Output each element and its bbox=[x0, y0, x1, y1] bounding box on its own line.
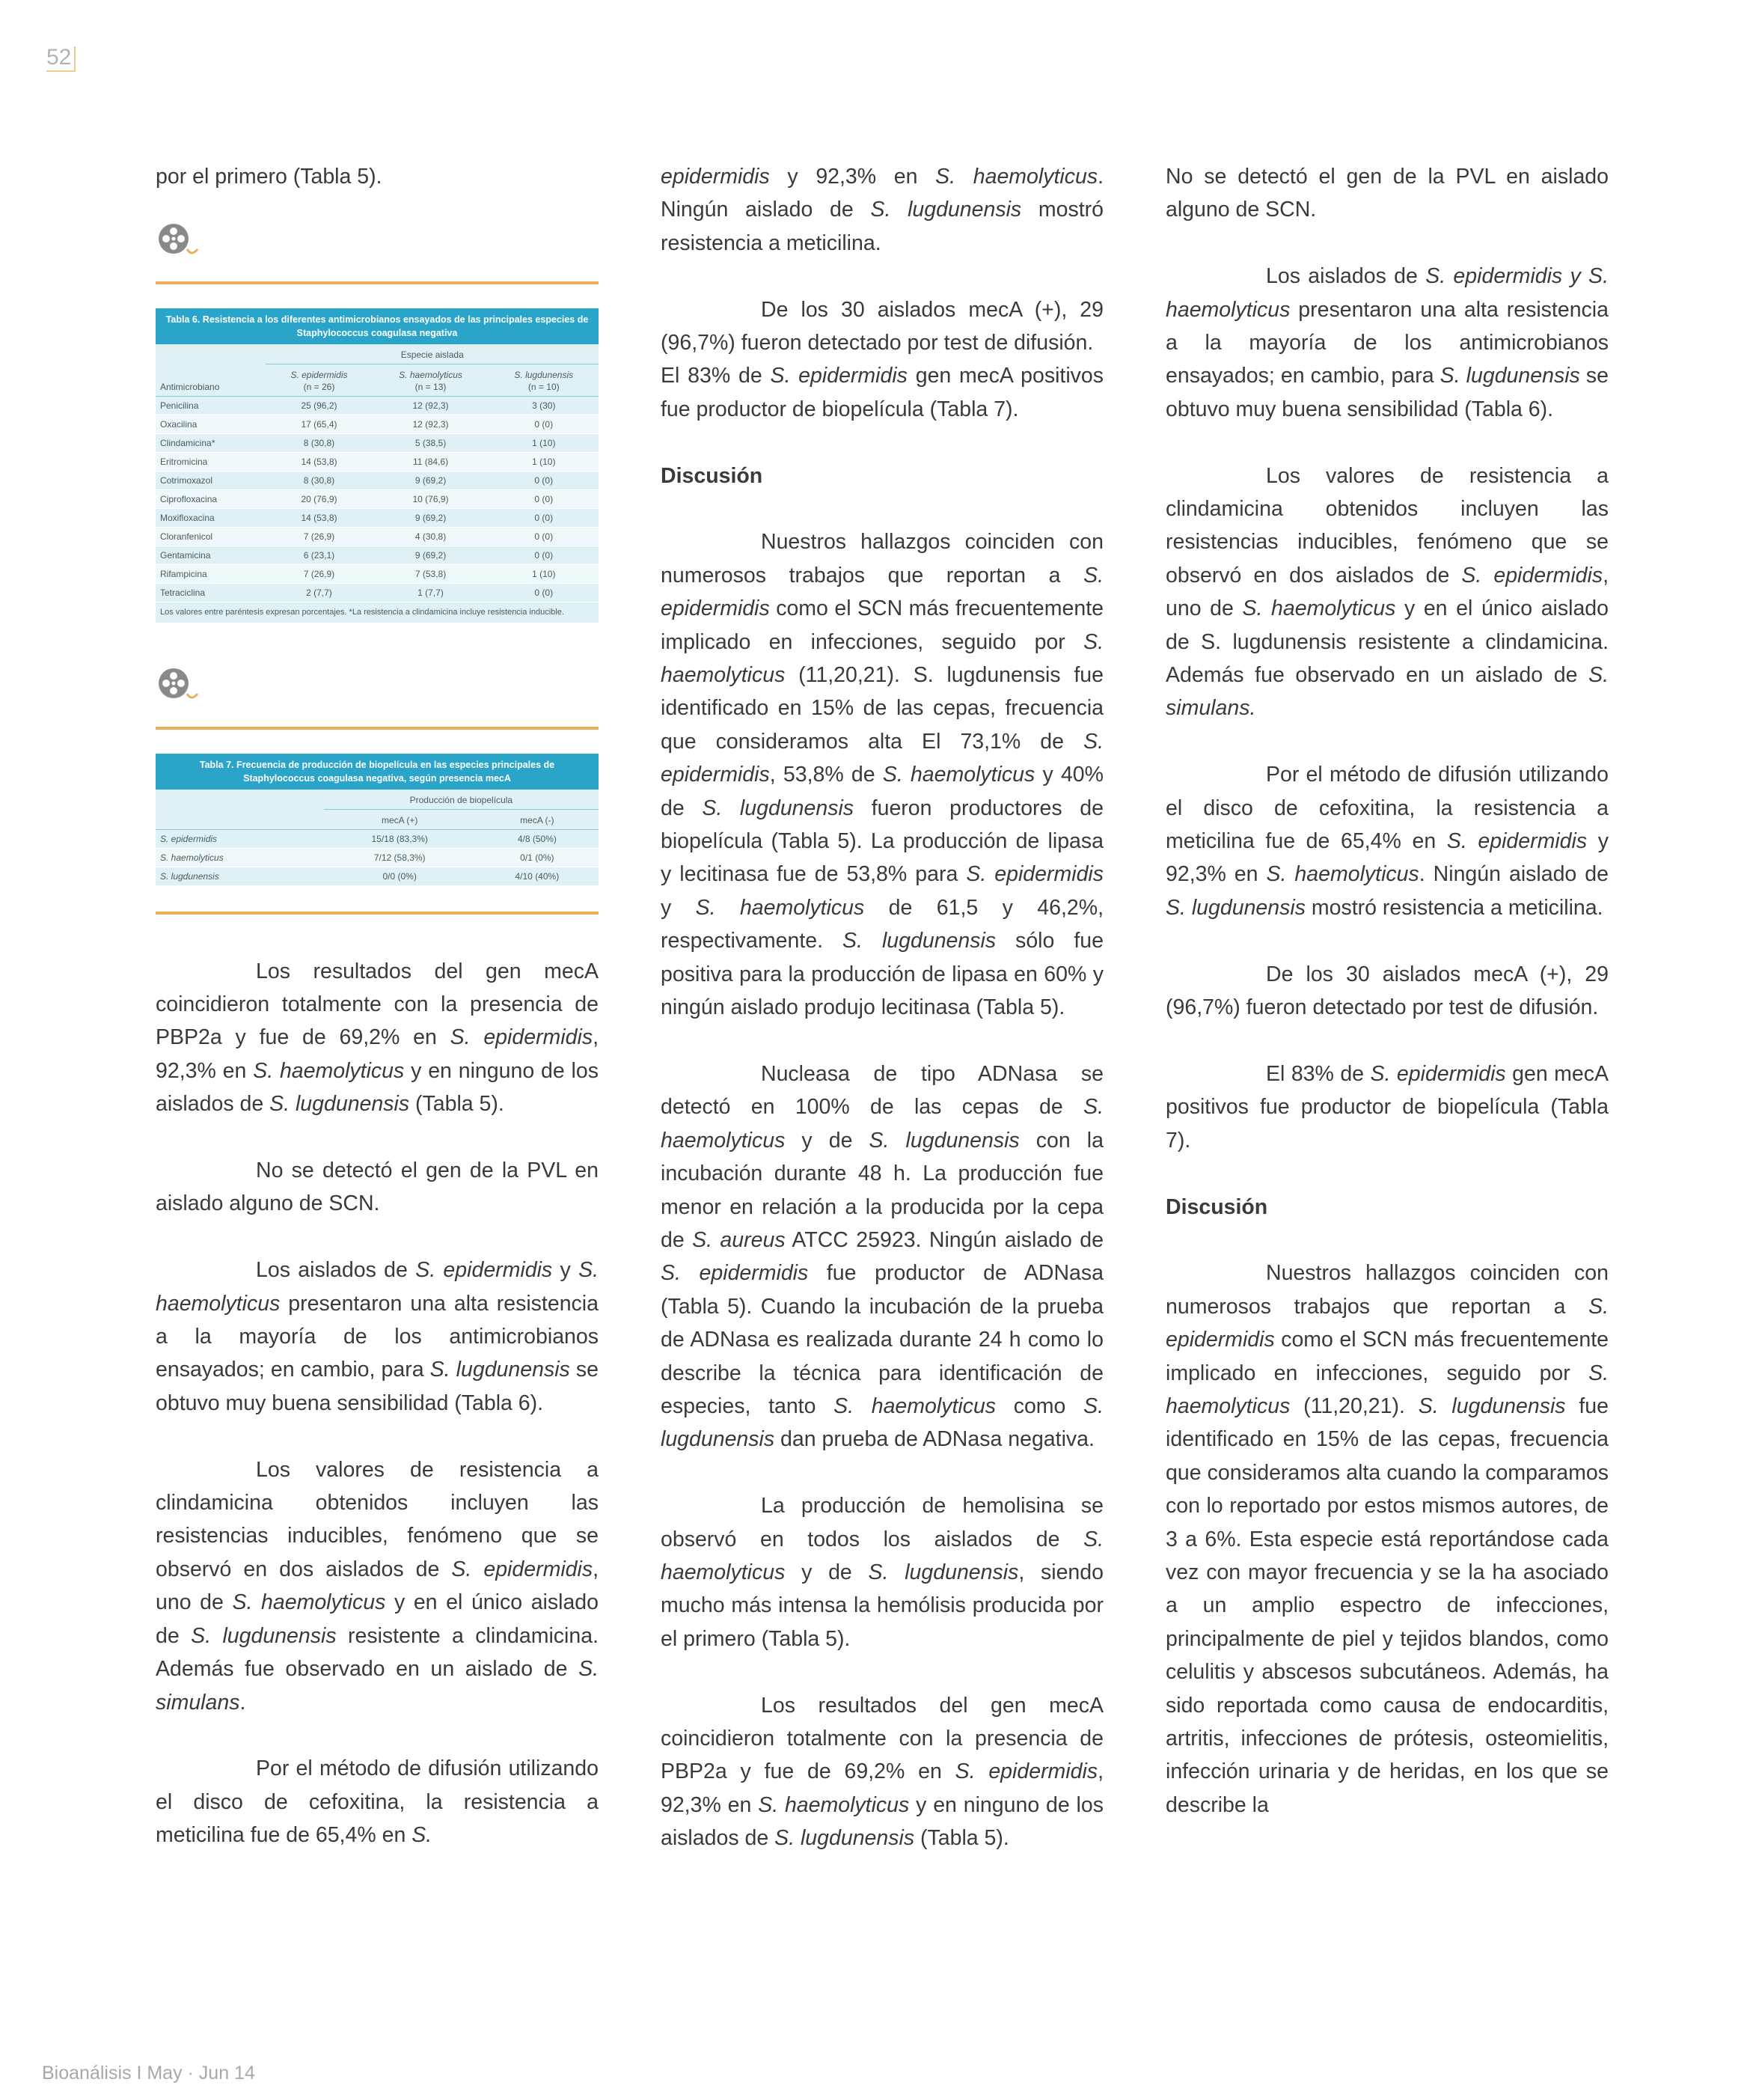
table-6 bbox=[156, 308, 599, 623]
film-reel-icon bbox=[156, 221, 215, 260]
column-header: mecA (-) bbox=[476, 809, 599, 829]
paragraph: Nucleasa de tipo ADNasa se detectó en 100% de las cepas de S. haemolyticus y de S. lugdunensis con la incubación durante 48 h. La producción fue menor en relación a la producida por la cepa de S. aureus ATCC 25923. Ningún aislado de S. epidermidis fue productor de ADNasa (Tabla 5). Cuando la incubación de la prueba de ADNasa es realizada durante 24 h como lo describe la técnica para identificación de especies, tanto S. haemolyticus como S. lugdunensis dan prueba de ADNasa negativa. bbox=[661, 1061, 1104, 1452]
paragraph: Por el método de difusión utilizando el disco de cefoxitina, la resistencia a meticilina fue de 65,4% en S. bbox=[156, 1756, 599, 1848]
table-cell: Cloranfenicol bbox=[156, 528, 266, 546]
table-cell: 9 (69,2) bbox=[373, 546, 489, 565]
table-cell: 0 (0) bbox=[489, 509, 599, 528]
paragraph: Los resultados del gen mecA coincidieron totalmente con la presencia de PBP2a y fue de 69,2% en S. epidermidis, 92,3% en S. haemolyticus y en ninguno de los aislados de S. lugdunensis (Tabla 5). bbox=[661, 1693, 1104, 1851]
table-row bbox=[156, 528, 599, 546]
table-cell: 8 (30,8) bbox=[266, 434, 372, 453]
table-cell: Penicilina bbox=[156, 397, 266, 415]
table-row bbox=[156, 565, 599, 584]
table-cell: 14 (53,8) bbox=[266, 509, 372, 528]
table-cell: 0 (0) bbox=[489, 546, 599, 565]
paragraph: La producción de hemolisina se observó en todos los aislados de S. haemolyticus y de S. lugdunensis, siendo mucho más intensa la hemólisis producida por el primero (Tabla 5). bbox=[661, 1494, 1104, 1651]
table-cell: 1 (10) bbox=[489, 434, 599, 453]
table-cell: 12 (92,3) bbox=[373, 397, 489, 415]
figure-table-6 bbox=[156, 227, 599, 915]
table-cell: 4 (30,8) bbox=[373, 528, 489, 546]
table-cell: Moxifloxacina bbox=[156, 509, 266, 528]
table-cell: 12 (92,3) bbox=[373, 415, 489, 434]
table-row bbox=[156, 471, 599, 490]
page-number: 52 bbox=[46, 46, 76, 72]
table-caption: Tabla 7. Frecuencia de producción de biopelícula en las especies principales de Staphylococcus coagulasa negativa, según presencia mecA bbox=[156, 754, 599, 790]
table-cell: 0 (0) bbox=[489, 490, 599, 509]
table-cell: 17 (65,4) bbox=[266, 415, 372, 434]
table-cell: 0 (0) bbox=[489, 471, 599, 490]
table-row bbox=[156, 546, 599, 565]
table-cell: 0/1 (0%) bbox=[476, 848, 599, 867]
table-cell: Rifampicina bbox=[156, 565, 266, 584]
table-cell: S. haemolyticus bbox=[156, 848, 324, 867]
paragraph: Los aislados de S. epidermidis y S. haemolyticus presentaron una alta resistencia a la mayoría de los antimicrobianos ensayados; en cambio, para S. lugdunensis se obtuvo muy buena sensibilidad (Tabla 6). bbox=[1166, 264, 1609, 421]
paragraph: por el primero (Tabla 5). bbox=[156, 165, 382, 189]
divider bbox=[156, 912, 599, 915]
table-row bbox=[156, 434, 599, 453]
paragraph: Los aislados de S. epidermidis y S. haemolyticus presentaron una alta resistencia a la mayoría de los antimicrobianos ensayados; en cambio, para S. lugdunensis se obtuvo muy buena sensibilidad (Tabla 6). bbox=[156, 1258, 599, 1415]
table-cell: 20 (76,9) bbox=[266, 490, 372, 509]
table-cell: 0/0 (0%) bbox=[324, 867, 476, 885]
table-cell: S. epidermidis bbox=[156, 829, 324, 848]
table-cell: Ciprofloxacina bbox=[156, 490, 266, 509]
paragraph: Los valores de resistencia a clindamicina obtenidos incluyen las resistencias inducibles, fenómeno que se observó en dos aislados de S. epidermidis, uno de S. haemolyticus y en el único aislado de S. lugdunensis resistente a clindamicina. Además fue observado en un aislado de S. simulans. bbox=[156, 1457, 599, 1715]
table-row bbox=[156, 397, 599, 415]
paragraph: De los 30 aislados mecA (+), 29 (96,7%) fueron detectado por test de difusión. bbox=[661, 297, 1104, 355]
table-cell: 0 (0) bbox=[489, 528, 599, 546]
table-caption: Tabla 6. Resistencia a los diferentes antimicrobianos ensayados de las principales especies de Staphylococcus coagulasa negativa bbox=[156, 308, 599, 344]
column-3 bbox=[1166, 160, 1609, 1855]
paragraph: Los resultados del gen mecA coincidieron totalmente con la presencia de PBP2a y fue de 69,2% en S. epidermidis, 92,3% en S. haemolyticus y en ninguno de los aislados de S. lugdunensis (Tabla 5). bbox=[156, 959, 599, 1117]
table-note: Los valores entre paréntesis expresan porcentajes. *La resistencia a clindamicina incluye resistencia inducible. bbox=[156, 602, 599, 623]
table-cell: Tetraciclina bbox=[156, 584, 266, 602]
table-cell: 7/12 (58,3%) bbox=[324, 848, 476, 867]
paragraph: Los valores de resistencia a clindamicina obtenidos incluyen las resistencias inducibles, fenómeno que se observó en dos aislados de S. epidermidis, uno de S. haemolyticus y en el único aislado de S. lugdunensis resistente a clindamicina. Además fue observado en un aislado de S. simulans. bbox=[1166, 463, 1609, 721]
table-cell: 4/8 (50%) bbox=[476, 829, 599, 848]
divider bbox=[156, 281, 599, 284]
table-cell: Eritromicina bbox=[156, 453, 266, 471]
table-row bbox=[156, 848, 599, 867]
paragraph: De los 30 aislados mecA (+), 29 (96,7%) fueron detectado por test de difusión. bbox=[1166, 962, 1609, 1020]
table-cell: 7 (26,9) bbox=[266, 528, 372, 546]
table-cell: 8 (30,8) bbox=[266, 471, 372, 490]
column-header: Antimicrobiano bbox=[156, 344, 266, 397]
column-2 bbox=[661, 160, 1104, 1888]
table-cell: 0 (0) bbox=[489, 584, 599, 602]
paragraph: No se detectó el gen de la PVL en aislado alguno de SCN. bbox=[1166, 165, 1609, 222]
table-cell: Oxacilina bbox=[156, 415, 266, 434]
table-row bbox=[156, 867, 599, 885]
table-cell: 1 (10) bbox=[489, 565, 599, 584]
table-cell: 7 (26,9) bbox=[266, 565, 372, 584]
table-cell: 11 (84,6) bbox=[373, 453, 489, 471]
section-heading: Discusión bbox=[1166, 1194, 1268, 1219]
table-cell: 1 (7,7) bbox=[373, 584, 489, 602]
table-cell: 0 (0) bbox=[489, 415, 599, 434]
table-cell: 14 (53,8) bbox=[266, 453, 372, 471]
table-row bbox=[156, 829, 599, 848]
column-group-header: Producción de biopelícula bbox=[324, 790, 599, 810]
column-group-header: Especie aislada bbox=[266, 344, 599, 364]
table-cell: 6 (23,1) bbox=[266, 546, 372, 565]
table-cell: 9 (69,2) bbox=[373, 471, 489, 490]
column-header: mecA (+) bbox=[324, 809, 476, 829]
paragraph: Por el método de difusión utilizando el disco de cefoxitina, la resistencia a meticilina fue de 65,4% en S. epidermidis y 92,3% en S. haemolyticus. Ningún aislado de S. lugdunensis mostró resistencia a meticilina. bbox=[1166, 763, 1609, 920]
section-heading: Discusión bbox=[661, 463, 763, 488]
paragraph: El 83% de S. epidermidis gen mecA positivos fue productor de biopelícula (Tabla 7). bbox=[1166, 1061, 1609, 1153]
table-row bbox=[156, 415, 599, 434]
paragraph: No se detectó el gen de la PVL en aislado alguno de SCN. bbox=[156, 1159, 599, 1216]
paragraph: epidermidis y 92,3% en S. haemolyticus. Ningún aislado de S. lugdunensis mostró resistencia a meticilina. bbox=[661, 165, 1104, 255]
paragraph: Nuestros hallazgos coinciden con numerosos trabajos que reportan a S. epidermidis como el SCN más frecuentemente implicado en infecciones, seguido por S. haemolyticus (11,20,21). S. lugdunensis fue identificado en 15% de las cepas, frecuencia que consideramos alta El 73,1% de S. epidermidis, 53,8% de S. haemolyticus y 40% de S. lugdunensis fueron productores de biopelícula (Tabla 5). La producción de lipasa y lecitinasa fue de 53,8% para S. epidermidis y S. haemolyticus de 61,5 y 46,2%, respectivamente. S. lugdunensis sólo fue positiva para la producción de lipasa en 60% y ningún aislado produjo lecitinasa (Tabla 5). bbox=[661, 530, 1104, 1020]
table-cell: 3 (30) bbox=[489, 397, 599, 415]
column-header: S. lugdunensis (n = 10) bbox=[489, 364, 599, 397]
film-reel-icon bbox=[156, 665, 215, 704]
table-7 bbox=[156, 754, 599, 886]
table-cell: 15/18 (83,3%) bbox=[324, 829, 476, 848]
column-1 bbox=[156, 160, 599, 1885]
table-cell: 9 (69,2) bbox=[373, 509, 489, 528]
table-row bbox=[156, 490, 599, 509]
column-header: S. epidermidis (n = 26) bbox=[266, 364, 372, 397]
footer-text: Bioanálisis I May · Jun 14 bbox=[42, 2063, 255, 2084]
table-cell: Gentamicina bbox=[156, 546, 266, 565]
table-cell: 2 (7,7) bbox=[266, 584, 372, 602]
column-header: S. haemolyticus (n = 13) bbox=[373, 364, 489, 397]
table-cell: 5 (38,5) bbox=[373, 434, 489, 453]
table-cell: S. lugdunensis bbox=[156, 867, 324, 885]
table-cell: 25 (96,2) bbox=[266, 397, 372, 415]
table-row bbox=[156, 453, 599, 471]
table-row bbox=[156, 584, 599, 602]
table-cell: Cotrimoxazol bbox=[156, 471, 266, 490]
paragraph: El 83% de S. epidermidis gen mecA positivos fue productor de biopelícula (Tabla 7). bbox=[661, 364, 1104, 421]
table-cell: 4/10 (40%) bbox=[476, 867, 599, 885]
paragraph: Nuestros hallazgos coinciden con numerosos trabajos que reportan a S. epidermidis como el SCN más frecuentemente implicado en infecciones, seguido por S. haemolyticus (11,20,21). S. lugdunensis fue identificado en 15% de las cepas, frecuencia que consideramos alta cuando la comparamos con lo reportado por estos mismos autores, de 3 a 6%. Esta especie está reportándose cada vez con mayor frecuencia y se la ha asociado a un amplio espectro de infecciones, principalmente de piel y tejidos blandos, como celulitis y abscesos subcutáneos. Además, ha sido reportada como causa de endocarditis, artritis, infecciones de prótesis, osteomielitis, infección urinaria y de heridas, en los que se describe la bbox=[1166, 1261, 1609, 1817]
table-cell: 1 (10) bbox=[489, 453, 599, 471]
table-row bbox=[156, 509, 599, 528]
table-cell: Clindamicina* bbox=[156, 434, 266, 453]
table-cell: 10 (76,9) bbox=[373, 490, 489, 509]
table-cell: 7 (53,8) bbox=[373, 565, 489, 584]
divider bbox=[156, 727, 599, 730]
